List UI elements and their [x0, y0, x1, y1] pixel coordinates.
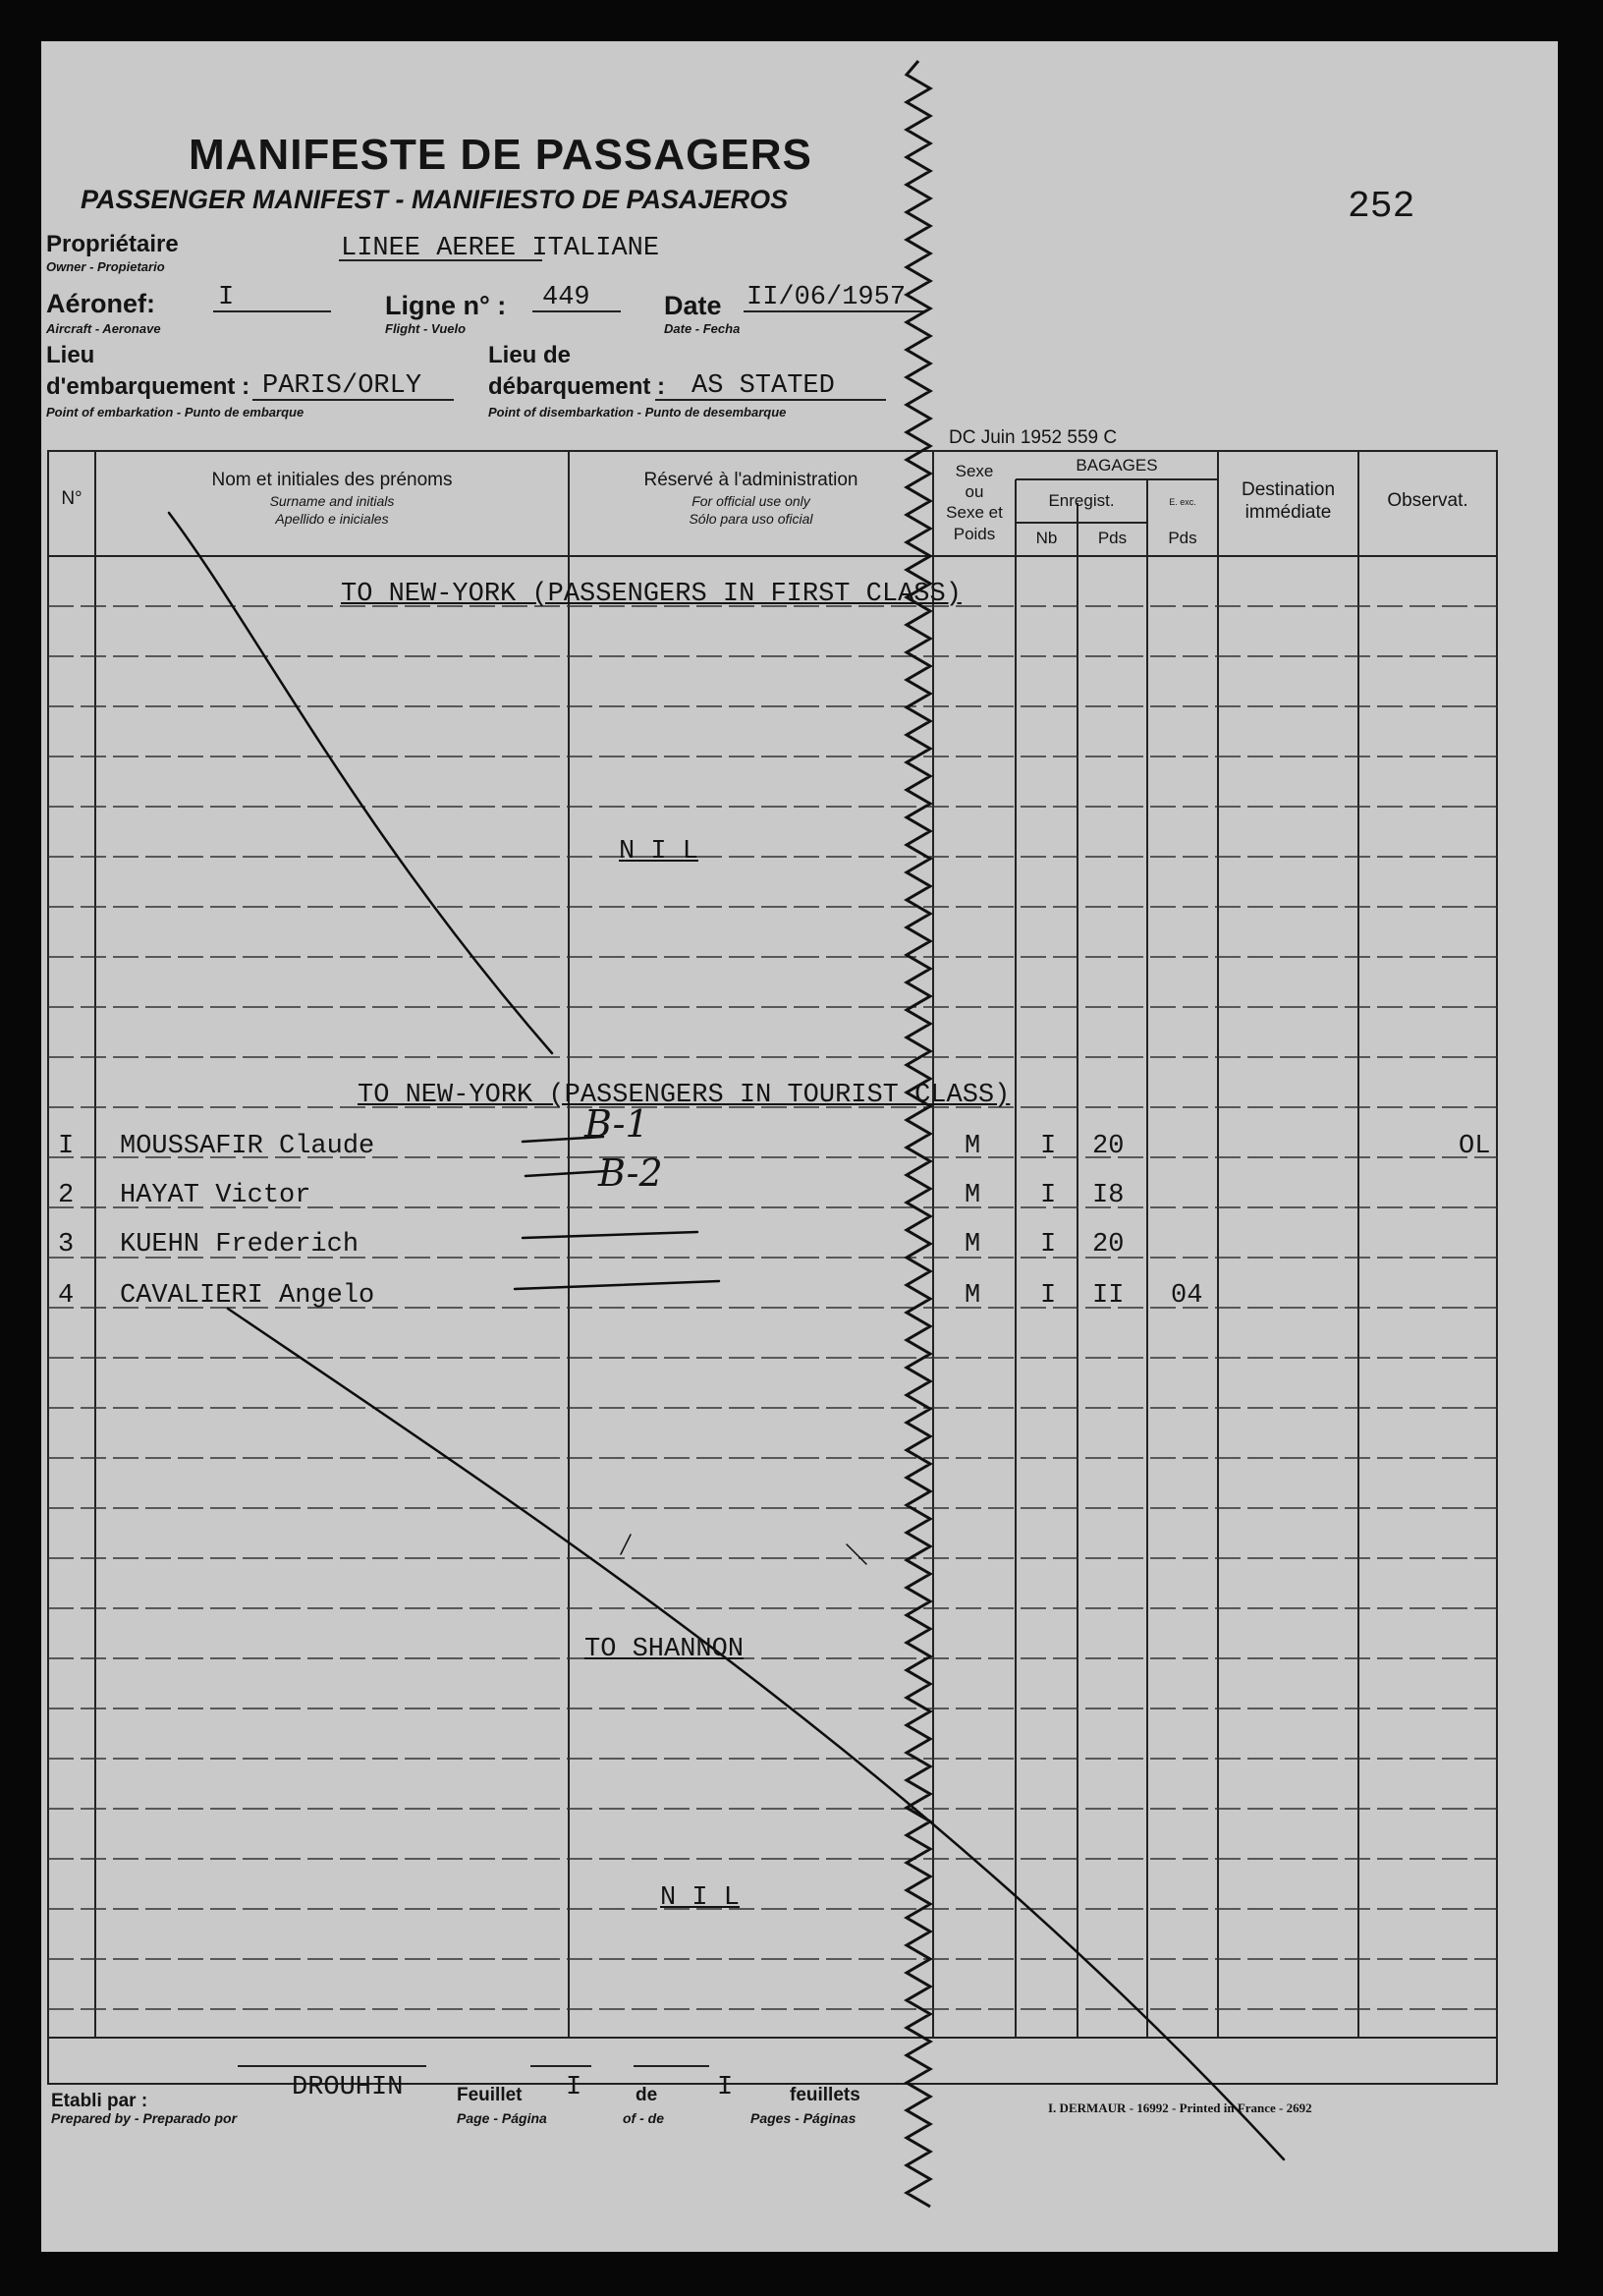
owner-value: LINEE AEREE ITALIANE: [341, 234, 660, 263]
row-sex: M: [965, 1281, 981, 1311]
prepared-label: Etabli par :: [51, 2091, 148, 2111]
manifest-sheet: [41, 41, 1558, 2252]
col-obs: Observat.: [1387, 490, 1468, 511]
row-nb: I: [1040, 1132, 1057, 1161]
printer-imprint: I. DERMAUR - 16992 - Printed in France - 2692: [1048, 2100, 1312, 2115]
row-nb: I: [1040, 1181, 1057, 1210]
row-name: CAVALIERI Angelo: [120, 1281, 375, 1311]
col-name-es: Apellido e iniciales: [275, 511, 389, 527]
form-code: DC Juin 1952 559 C: [949, 427, 1118, 448]
col-name-header: Nom et initiales des prénoms: [211, 470, 453, 490]
col-admin-header: Réservé à l'administration: [643, 470, 858, 490]
col-sex-4: Poids: [953, 525, 996, 543]
embark-value: PARIS/ORLY: [262, 371, 422, 401]
row-no: 2: [58, 1181, 75, 1210]
disembark-value: AS STATED: [691, 371, 835, 401]
date-sublabel: Date - Fecha: [664, 321, 741, 336]
prepared-value: DROUHIN: [292, 2073, 404, 2102]
row-no: I: [58, 1132, 75, 1161]
col-excess: E. exc.: [1169, 497, 1196, 507]
section-nil-2: N I L: [660, 1883, 741, 1913]
of-label: de: [636, 2085, 658, 2105]
row-pds: II: [1092, 1281, 1125, 1311]
col-dest-1: Destination: [1241, 479, 1336, 500]
row-no: 4: [58, 1281, 75, 1311]
col-pds: Pds: [1097, 529, 1128, 547]
col-enreg: Enregist.: [1048, 491, 1115, 510]
col-bagages: BAGAGES: [1076, 456, 1158, 475]
flight-value: 449: [542, 283, 590, 312]
row-nb: I: [1040, 1281, 1057, 1311]
prepared-sublabel: Prepared by - Preparado por: [51, 2110, 238, 2126]
embark-sublabel: Point of embarkation - Punto de embarque: [46, 405, 304, 420]
owner-sublabel: Owner - Propietario: [46, 259, 165, 274]
owner-label: Propriétaire: [46, 231, 179, 257]
col-no-header: N°: [61, 488, 83, 509]
date-label: Date: [664, 291, 722, 320]
embark-label-1: Lieu: [46, 342, 95, 368]
feuillets-label: feuillets: [790, 2085, 860, 2105]
row-admin-handwritten: B-1: [584, 1102, 649, 1146]
row-pds: I8: [1092, 1181, 1125, 1210]
row-observations: OL: [1459, 1132, 1491, 1161]
flight-label: Ligne n° :: [385, 291, 507, 320]
feuillet-value: I: [566, 2073, 582, 2102]
section-shannon: TO SHANNON: [584, 1635, 745, 1664]
disembark-sublabel: Point of disembarkation - Punto de desembarque: [488, 405, 787, 420]
row-name: KUEHN Frederich: [120, 1230, 359, 1260]
disembark-label-2: débarquement :: [488, 373, 666, 400]
col-sex-3: Sexe et: [946, 503, 1003, 522]
page-number: 252: [1348, 186, 1415, 228]
row-sex: M: [965, 1132, 981, 1161]
row-sex: M: [965, 1230, 981, 1260]
col-sex-1: Sexe: [955, 462, 994, 480]
disembark-label-1: Lieu de: [488, 342, 572, 368]
row-nb: I: [1040, 1230, 1057, 1260]
feuillets-sublabel: Pages - Páginas: [750, 2110, 857, 2126]
row-excess-pds: 04: [1171, 1281, 1203, 1311]
embark-label-2: d'embarquement :: [46, 373, 250, 400]
row-no: 3: [58, 1230, 75, 1260]
col-dest-2: immédiate: [1244, 502, 1332, 523]
title-main: MANIFESTE DE PASSAGERS: [189, 131, 812, 179]
col-nb: Nb: [1035, 529, 1058, 547]
feuillet-label: Feuillet: [457, 2085, 523, 2105]
col-name-en: Surname and initials: [269, 493, 395, 509]
row-sex: M: [965, 1181, 981, 1210]
row-pds: 20: [1092, 1230, 1125, 1260]
row-admin-handwritten: B-2: [598, 1151, 663, 1195]
aircraft-label: Aéronef:: [46, 289, 156, 318]
section-first-class: TO NEW-YORK (PASSENGERS IN FIRST CLASS): [341, 580, 962, 609]
row-pds: 20: [1092, 1132, 1125, 1161]
col-admin-en: For official use only: [691, 493, 810, 509]
of-value: I: [717, 2073, 734, 2102]
row-name: HAYAT Victor: [120, 1181, 311, 1210]
col-sex-2: ou: [965, 482, 984, 501]
section-nil-1: N I L: [619, 837, 699, 867]
col-admin-es: Sólo para uso oficial: [689, 511, 813, 527]
flight-sublabel: Flight - Vuelo: [385, 321, 467, 336]
feuillet-sublabel: Page - Página: [457, 2110, 547, 2126]
aircraft-sublabel: Aircraft - Aeronave: [46, 321, 161, 336]
row-name: MOUSSAFIR Claude: [120, 1132, 375, 1161]
of-sublabel: of - de: [623, 2110, 664, 2126]
col-pds-2: Pds: [1168, 529, 1197, 547]
date-value: II/06/1957: [746, 283, 907, 312]
aircraft-value: I: [218, 283, 235, 312]
section-tourist-class: TO NEW-YORK (PASSENGERS IN TOURIST CLASS): [358, 1081, 1011, 1110]
title-sub: PASSENGER MANIFEST - MANIFIESTO DE PASAJEROS: [81, 185, 789, 214]
